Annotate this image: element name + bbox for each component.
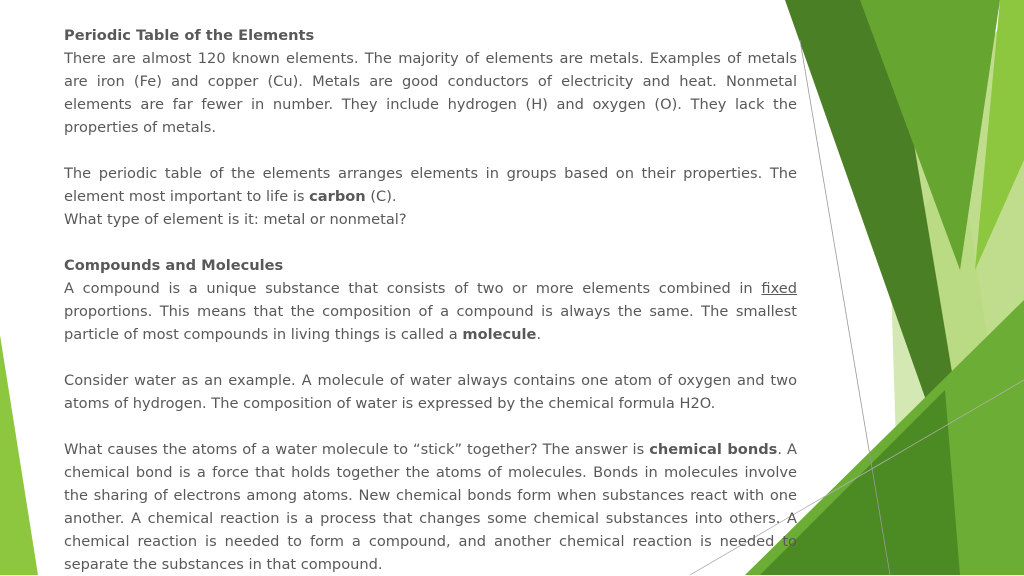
periodic-table-text: The periodic table of the elements arranges elements in groups based on their properties. The element most important to life is: [64, 165, 797, 205]
bonds-text-start: What causes the atoms of a water molecule to “stick” together? The answer is: [64, 441, 650, 458]
compound-paragraph: [64, 277, 797, 346]
compounds-heading: Compounds and Molecules: [64, 257, 284, 274]
compound-text-end: .: [536, 326, 542, 343]
bonds-text-end: . A chemical bond is a force that holds together the atoms of molecules. Bonds in molecules involve the sharing of electrons among atoms. New chemical bonds form when substances react with one another. A chemical reaction is a process that changes some chemical substances into others. A chemical reaction is needed to form a compound, and another chemical reaction is needed to separate the substances in that compound.: [64, 441, 797, 573]
left-green-triangle: [0, 335, 38, 575]
bonds-paragraph: [64, 438, 797, 576]
text-content: [64, 24, 797, 576]
chemical-bonds-bold: chemical bonds: [649, 441, 778, 458]
fixed-underline: fixed: [761, 280, 797, 297]
compound-text-start: A compound is a unique substance that consists of two or more elements combined in: [64, 280, 762, 297]
elements-paragraph: There are almost 120 known elements. The majority of elements are metals. Examples of metals are iron (Fe) and copper (Cu). Metals are good conductors of electricity and heat. Nonmetal elements are far fewer in number. They include hydrogen (H) and oxygen (O). They lack the properties of metals.: [64, 50, 797, 136]
periodic-table-heading: Periodic Table of the Elements: [64, 27, 315, 44]
periodic-table-paragraph: [64, 162, 797, 208]
element-question: What type of element is it: metal or nonmetal?: [64, 211, 407, 228]
carbon-symbol-text: (C).: [365, 188, 397, 205]
compound-text-mid: proportions. This means that the composition of a compound is always the same. The smallest particle of most compounds in living things is called a: [64, 303, 797, 343]
molecule-bold: molecule: [462, 326, 537, 343]
water-paragraph: Consider water as an example. A molecule of water always contains one atom of oxygen and two atoms of hydrogen. The composition of water is expressed by the chemical formula H2O.: [64, 372, 797, 412]
carbon-bold: carbon: [309, 188, 366, 205]
